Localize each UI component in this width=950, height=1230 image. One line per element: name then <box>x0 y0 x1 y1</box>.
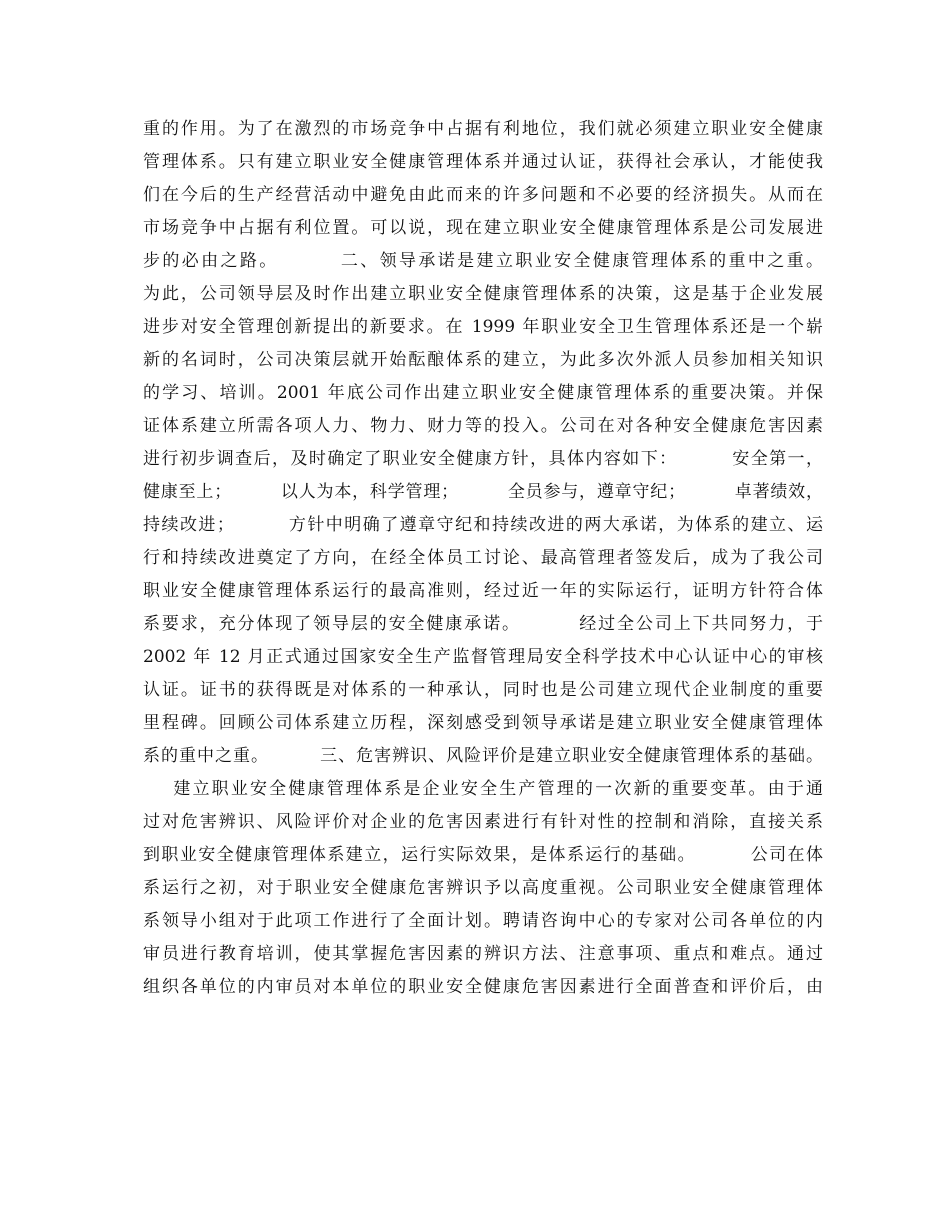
text-line: 2002 年 12 月正式通过国家安全生产监督管理局安全科学技术中心认证中心的审核 <box>143 647 823 667</box>
text-line: 行和持续改进奠定了方向，在经全体员工讨论、最高管理者签发后，成为了我公司 <box>143 548 823 568</box>
text-line: 系运行之初，对于职业安全健康危害辨识予以高度重视。公司职业安全健康管理体 <box>143 878 823 898</box>
text-line: 为此，公司领导层及时作出建立职业安全健康管理体系的决策，这是基于企业发展 <box>143 284 823 304</box>
document-body-text <box>143 113 823 1004</box>
text-line: 重的作用。为了在激烈的市场竞争中占据有利地位，我们就必须建立职业安全健康 <box>143 119 823 139</box>
text-line: 管理体系。只有建立职业安全健康管理体系并通过认证，获得社会承认，才能使我 <box>143 152 823 172</box>
text-line: 系要求，充分体现了领导层的安全健康承诺。 经过全公司上下共同努力，于 <box>143 614 823 634</box>
text-line: 新的名词时，公司决策层就开始酝酿体系的建立，为此多次外派人员参加相关知识 <box>143 350 823 370</box>
text-line: 系领导小组对于此项工作进行了全面计划。聘请咨询中心的专家对公司各单位的内 <box>143 911 823 931</box>
text-line: 职业安全健康管理体系运行的最高准则，经过近一年的实际运行，证明方针符合体 <box>143 581 823 601</box>
text-line: 证体系建立所需各项人力、物力、财力等的投入。公司在对各种安全健康危害因素 <box>143 416 823 436</box>
text-line: 过对危害辨识、风险评价对企业的危害因素进行有针对性的控制和消除，直接关系 <box>143 812 823 832</box>
text-line: 的学习、培训。2001 年底公司作出建立职业安全健康管理体系的重要决策。并保 <box>143 383 823 403</box>
text-line: 步的必由之路。 二、领导承诺是建立职业安全健康管理体系的重中之重。 <box>143 251 823 271</box>
text-line: 市场竞争中占据有利位置。可以说，现在建立职业安全健康管理体系是公司发展进 <box>143 218 823 238</box>
text-line: 健康至上； 以人为本，科学管理； 全员参与，遵章守纪； 卓著绩效， <box>143 482 823 502</box>
text-line: 进行初步调查后，及时确定了职业安全健康方针，具体内容如下： 安全第一， <box>143 449 823 469</box>
text-line: 到职业安全健康管理体系建立，运行实际效果，是体系运行的基础。 公司在体 <box>143 845 823 865</box>
text-line: 里程碑。回顾公司体系建立历程，深刻感受到领导承诺是建立职业安全健康管理体 <box>143 713 823 733</box>
text-line: 认证。证书的获得既是对体系的一种承认，同时也是公司建立现代企业制度的重要 <box>143 680 823 700</box>
text-line: 持续改进； 方针中明确了遵章守纪和持续改进的两大承诺，为体系的建立、运 <box>143 515 823 535</box>
text-line: 组织各单位的内审员对本单位的职业安全健康危害因素进行全面普查和评价后，由 <box>143 977 823 997</box>
text-line: 审员进行教育培训，使其掌握危害因素的辨识方法、注意事项、重点和难点。通过 <box>143 944 823 964</box>
text-line: 建立职业安全健康管理体系是企业安全生产管理的一次新的重要变革。由于通 <box>143 779 823 799</box>
text-line: 进步对安全管理创新提出的新要求。在 1999 年职业安全卫生管理体系还是一个崭 <box>143 317 823 337</box>
text-line: 系的重中之重。 三、危害辨识、风险评价是建立职业安全健康管理体系的基础。 <box>143 746 823 766</box>
text-line: 们在今后的生产经营活动中避免由此而来的许多问题和不必要的经济损失。从而在 <box>143 185 823 205</box>
